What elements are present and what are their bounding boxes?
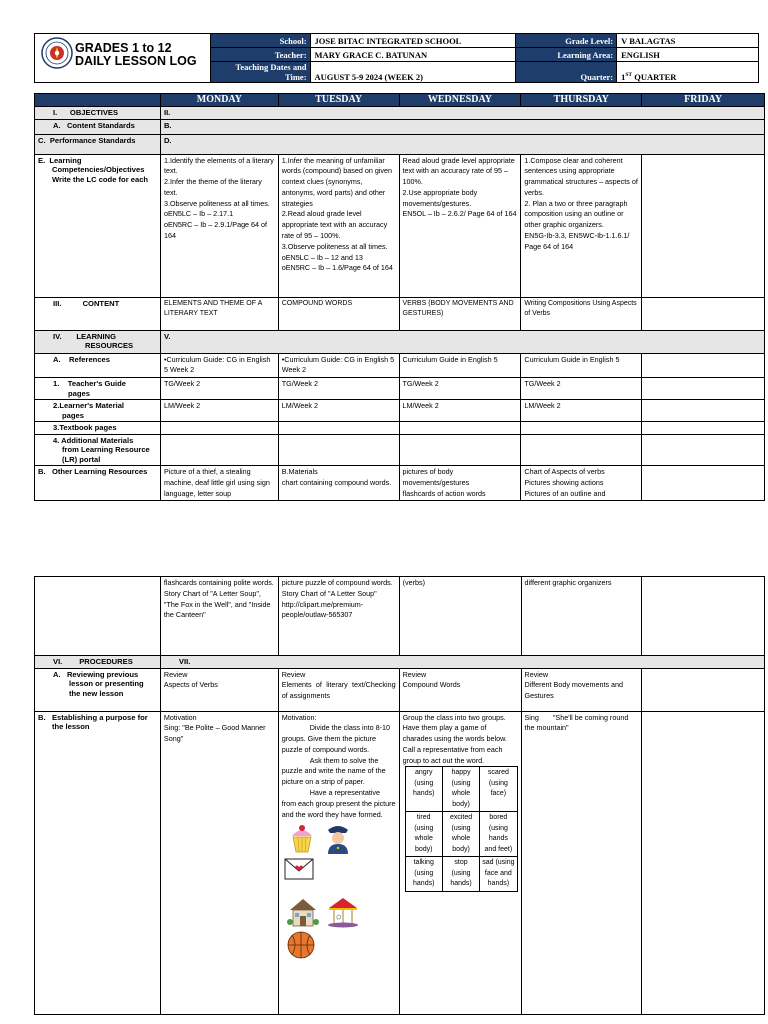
lm-thursday: LM/Week 2 xyxy=(521,400,642,422)
charades-cell: sad (using face and hands) xyxy=(480,857,517,892)
competencies-friday xyxy=(642,154,765,297)
day-header-row xyxy=(35,94,765,107)
textbook-row xyxy=(35,422,765,435)
quarter-number: 1 xyxy=(621,72,626,82)
charades-row xyxy=(405,812,517,857)
am-wednesday xyxy=(399,434,521,466)
competencies-label xyxy=(35,154,161,297)
olr-monday: Picture of a thief, a stealing machine, deaf little girl using sign language, letter soup xyxy=(160,466,278,501)
references-label xyxy=(35,353,161,378)
quarter-suffix: ST xyxy=(625,72,633,79)
review-text-1: Reviewing previous xyxy=(66,669,139,679)
learning-resources-row xyxy=(35,330,765,353)
purpose-thursday xyxy=(521,711,642,1014)
competencies-row xyxy=(35,154,765,297)
tb-friday xyxy=(642,422,765,435)
references-text: References xyxy=(69,354,110,364)
purpose-letter: B. xyxy=(38,712,46,722)
performance-standards-text: Performance Standards xyxy=(49,135,136,145)
lm-friday xyxy=(642,400,765,422)
purpose-tuesday-step-2: Ask them to solve the puzzle and write the name of the picture on a strip of paper. xyxy=(281,755,386,787)
purpose-tuesday-title: Motivation: xyxy=(281,712,317,722)
objectives-label xyxy=(35,107,161,120)
additional-materials-line-1: 4. Additional Materials xyxy=(53,435,134,445)
charades-cell: tired (using whole body) xyxy=(405,812,442,857)
cont-thursday: different graphic organizers xyxy=(521,577,642,656)
school-value: JOSE BITAC INTEGRATED SCHOOL xyxy=(310,34,516,48)
area-value: ENGLISH xyxy=(617,48,759,62)
additional-materials-label xyxy=(35,434,161,466)
references-thursday: Curriculum Guide in English 5 xyxy=(521,353,642,378)
teachers-guide-line-1 xyxy=(53,379,157,389)
envelope-icon xyxy=(284,856,314,882)
tg-thursday: TG/Week 2 xyxy=(521,378,642,400)
procedures-vii: VII. xyxy=(160,656,764,669)
purpose-tuesday xyxy=(278,711,399,1014)
lm-tuesday: LM/Week 2 xyxy=(278,400,399,422)
teacher-value: MARY GRACE C. BATUNAN xyxy=(310,48,516,62)
objectives-ii: II. xyxy=(160,107,764,120)
tg-wednesday: TG/Week 2 xyxy=(399,378,521,400)
content-label xyxy=(35,297,161,330)
dates-label xyxy=(210,62,310,83)
review-label xyxy=(35,668,161,711)
cupcake-icon xyxy=(286,822,318,854)
learning-resources-line-2: RESOURCES xyxy=(85,341,134,350)
charades-row xyxy=(405,857,517,892)
am-tuesday xyxy=(278,434,399,466)
learning-resources-v: V. xyxy=(160,330,764,353)
quarter-label: Quarter: xyxy=(516,62,617,83)
performance-standards-label xyxy=(35,134,161,154)
house-icon xyxy=(286,896,320,928)
basketball-icon xyxy=(286,930,316,960)
tg-friday xyxy=(642,378,765,400)
resources-continued-row xyxy=(35,577,765,656)
review-row xyxy=(35,668,765,711)
learners-material-label xyxy=(35,400,161,422)
review-tuesday xyxy=(278,668,399,711)
purpose-tuesday-step-1: Divide the class into 8-10 groups. Give them the picture puzzle of compound words. xyxy=(281,723,390,754)
content-standards-row xyxy=(35,119,765,134)
competencies-monday: 1.Identify the elements of a literary text. 2.Infer the theme of the literary text. 3.Observe politeness at all times. oEN5LC – Ib – 2.17.1 oEN5RC – Ib – 2.9.1/Page 64 of 164 xyxy=(160,154,278,297)
references-letter: A. xyxy=(53,354,61,364)
dates-label-line-2: Time: xyxy=(284,72,307,82)
teachers-guide-row xyxy=(35,378,765,400)
teachers-guide-number: 1. xyxy=(53,379,60,389)
additional-materials-line-2: from Learning Resource xyxy=(62,445,150,455)
day-thursday: THURSDAY xyxy=(521,94,642,107)
police-officer-icon xyxy=(322,822,354,854)
tg-monday: TG/Week 2 xyxy=(160,378,278,400)
deped-seal-icon xyxy=(41,37,73,69)
content-thursday: Writing Compositions Using Aspects of Verbs xyxy=(521,297,642,330)
other-resources-letter: B. xyxy=(38,467,46,477)
charades-cell: happy (using whole body) xyxy=(442,767,479,812)
resources-continued-label xyxy=(35,577,161,656)
title-line-2: DAILY LESSON LOG xyxy=(75,54,197,68)
day-monday: MONDAY xyxy=(160,94,278,107)
olr-wednesday: pictures of body movements/gestures flashcards of action words xyxy=(399,466,521,501)
content-standards-b: B. xyxy=(160,119,764,134)
purpose-row xyxy=(35,711,765,1014)
cont-monday: flashcards containing polite words. Story Chart of "A Letter Soup", "The Fox in the Well", and "Inside the Canteen" xyxy=(160,577,278,656)
learning-resources-line-1 xyxy=(53,332,157,342)
purpose-label-line-1 xyxy=(38,713,157,723)
content-tuesday: COMPOUND WORDS xyxy=(278,297,399,330)
lesson-log-header xyxy=(34,33,759,83)
review-label-line-2: lesson or presenting xyxy=(69,679,144,688)
quarter-value xyxy=(617,62,759,83)
performance-standards-d: D. xyxy=(160,134,764,154)
puzzle-pictures xyxy=(282,822,396,957)
tg-tuesday: TG/Week 2 xyxy=(278,378,399,400)
procedures-label xyxy=(35,656,161,669)
day-tuesday: TUESDAY xyxy=(278,94,399,107)
dates-label-line-1: Teaching Dates and xyxy=(235,62,307,72)
objectives-text: OBJECTIVES xyxy=(69,108,119,117)
charades-row xyxy=(405,767,517,812)
teachers-guide-label xyxy=(35,378,161,400)
charades-cell: talking (using hands) xyxy=(405,857,442,892)
review-letter: A. xyxy=(53,669,61,679)
review-label-line-3: the new lesson xyxy=(69,688,124,698)
competencies-thursday: 1.Compose clear and coherent sentences using appropriate grammatical structures – aspects of verbs. 2. Plan a two or three paragraph composition using an outline or other graphic organizers. EN5G-Ib-3.3, EN5WC-Ib-1.1.6.1/ Page 64 of 164 xyxy=(521,154,642,297)
charades-cell: scared (using face) xyxy=(480,767,517,812)
am-friday xyxy=(642,434,765,466)
competencies-label-line-2: Competencies/Objectives xyxy=(52,165,145,174)
content-standards-text: Content Standards xyxy=(66,120,135,130)
grade-label: Grade Level: xyxy=(516,34,617,48)
competencies-label-line-1 xyxy=(38,156,157,166)
olr-friday xyxy=(642,466,765,501)
purpose-friday xyxy=(642,711,765,1014)
carousel-icon xyxy=(326,896,360,928)
review-friday xyxy=(642,668,765,711)
additional-materials-line-3: (LR) portal xyxy=(62,454,101,464)
content-monday: ELEMENTS AND THEME OF A LITERARY TEXT xyxy=(160,297,278,330)
teachers-guide-text: Teacher's Guide xyxy=(67,379,127,389)
purpose-label xyxy=(35,711,161,1014)
tb-thursday xyxy=(521,422,642,435)
purpose-text-1: Establishing a purpose for xyxy=(51,712,148,722)
competencies-letter: E. xyxy=(38,155,46,165)
competencies-wednesday: Read aloud grade level appropriate text with an accuracy rate of 95 – 100%. 2.Use appropriate body movements/gestures. EN5OL – Ib – 2.6.2/ Page 64 of 164 xyxy=(399,154,521,297)
review-wednesday: Review Compound Words xyxy=(399,668,521,711)
purpose-wednesday-text: Group the class into two groups. Have them play a game of charades using the words below. Call a representative from each group to act out the word. xyxy=(402,712,507,765)
learners-material-line-2: pages xyxy=(62,410,84,420)
review-monday: Review Aspects of Verbs xyxy=(160,668,278,711)
cont-friday xyxy=(642,577,765,656)
purpose-monday: Motivation Sing: "Be Polite – Good Manner Song" xyxy=(160,711,278,1014)
other-resources-text: Other Learning Resources xyxy=(51,467,148,477)
purpose-wednesday xyxy=(399,711,521,1014)
content-numeral: III. xyxy=(53,298,62,308)
purpose-label-line-2: the lesson xyxy=(52,722,90,731)
review-thursday: Review Different Body movements and Gestures xyxy=(521,668,642,711)
school-label: School: xyxy=(210,34,310,48)
procedures-numeral: VI. xyxy=(53,657,63,666)
dates-value: AUGUST 5-9 2024 (WEEK 2) xyxy=(310,62,516,83)
references-row xyxy=(35,353,765,378)
charades-cell: stop (using hands) xyxy=(442,857,479,892)
day-header-blank xyxy=(35,94,161,107)
performance-standards-letter: C. xyxy=(38,135,46,145)
other-resources-label xyxy=(35,466,161,501)
references-tuesday: •Curriculum Guide: CG in English 5 Week 2 xyxy=(278,353,399,378)
am-thursday xyxy=(521,434,642,466)
charades-cell: excited (using whole body) xyxy=(442,812,479,857)
day-friday: FRIDAY xyxy=(642,94,765,107)
content-friday xyxy=(642,297,765,330)
tb-tuesday xyxy=(278,422,399,435)
review-label-line-1 xyxy=(53,670,157,680)
other-resources-row xyxy=(35,466,765,501)
title-line-1: GRADES 1 to 12 xyxy=(75,41,172,55)
quarter-text: QUARTER xyxy=(632,72,677,82)
cont-tuesday: picture puzzle of compound words. Story Chart of "A Letter Soup" http://clipart.me/premium-people/outlaw-565307 xyxy=(278,577,399,656)
performance-standards-row xyxy=(35,134,765,154)
learning-resources-label xyxy=(35,330,161,353)
charades-cell: angry (using hands) xyxy=(405,767,442,812)
objectives-numeral: I. xyxy=(53,108,58,117)
references-monday: •Curriculum Guide: CG in English 5 Week 2 xyxy=(160,353,278,378)
cont-wednesday: (verbs) xyxy=(399,577,521,656)
learning-resources-word: LEARNING xyxy=(76,331,117,341)
content-text: CONTENT xyxy=(82,298,120,308)
additional-materials-row xyxy=(35,434,765,466)
purpose-thursday-song: "She'll be coming round the mountain" xyxy=(524,712,629,733)
charades-table xyxy=(405,766,518,892)
competencies-word: Learning xyxy=(49,155,82,165)
content-wednesday: VERBS (BODY MOVEMENTS AND GESTURES) xyxy=(399,297,521,330)
learning-resources-numeral: IV. xyxy=(53,331,62,341)
olr-tuesday: B.Materials chart containing compound words. xyxy=(278,466,399,501)
teachers-guide-line-2: pages xyxy=(68,388,90,398)
content-standards-letter: A. xyxy=(53,120,61,130)
grade-value: V BALAGTAS xyxy=(617,34,759,48)
charades-cell: bored (using hands and feet) xyxy=(480,812,517,857)
lm-wednesday: LM/Week 2 xyxy=(399,400,521,422)
objectives-row xyxy=(35,107,765,120)
olr-thursday: Chart of Aspects of verbs Pictures showing actions Pictures of an outline and xyxy=(521,466,642,501)
content-standards-label xyxy=(35,119,161,134)
procedures-row xyxy=(35,656,765,669)
day-wednesday: WEDNESDAY xyxy=(399,94,521,107)
competencies-tuesday: 1.Infer the meaning of unfamiliar words (compound) based on given context clues (synonyms, antonyms, word parts) and other strategies 2.Read aloud grade level appropriate text with an accuracy rate of 95 – 100%. 3.Observe politeness at all times. oEN5LC – Ib – 12 and 13 oEN5RC – Ib – 1.6/Page 64 of 164 xyxy=(278,154,399,297)
content-row xyxy=(35,297,765,330)
purpose-thursday-sing: Sing xyxy=(524,712,539,722)
teacher-label: Teacher: xyxy=(210,48,310,62)
learners-material-row xyxy=(35,400,765,422)
competencies-label-line-3: Write the LC code for each xyxy=(52,174,149,184)
tb-monday xyxy=(160,422,278,435)
area-label: Learning Area: xyxy=(516,48,617,62)
review-tuesday-body: Elements of literary text/Checking of assignments xyxy=(281,680,396,701)
purpose-tuesday-step-3: Have a representative from each group present the picture and the word they have formed. xyxy=(281,788,396,819)
lm-monday: LM/Week 2 xyxy=(160,400,278,422)
references-friday xyxy=(642,353,765,378)
lesson-table-page-1 xyxy=(34,93,765,501)
review-tuesday-title: Review xyxy=(281,669,306,679)
textbook-label: 3.Textbook pages xyxy=(35,422,161,435)
lesson-table-page-2 xyxy=(34,576,765,1015)
tb-wednesday xyxy=(399,422,521,435)
learners-material-line-1: 2.Learner's Material xyxy=(53,401,125,411)
procedures-text: PROCEDURES xyxy=(79,657,133,666)
references-wednesday: Curriculum Guide in English 5 xyxy=(399,353,521,378)
am-monday xyxy=(160,434,278,466)
header-title-cell xyxy=(35,34,211,83)
